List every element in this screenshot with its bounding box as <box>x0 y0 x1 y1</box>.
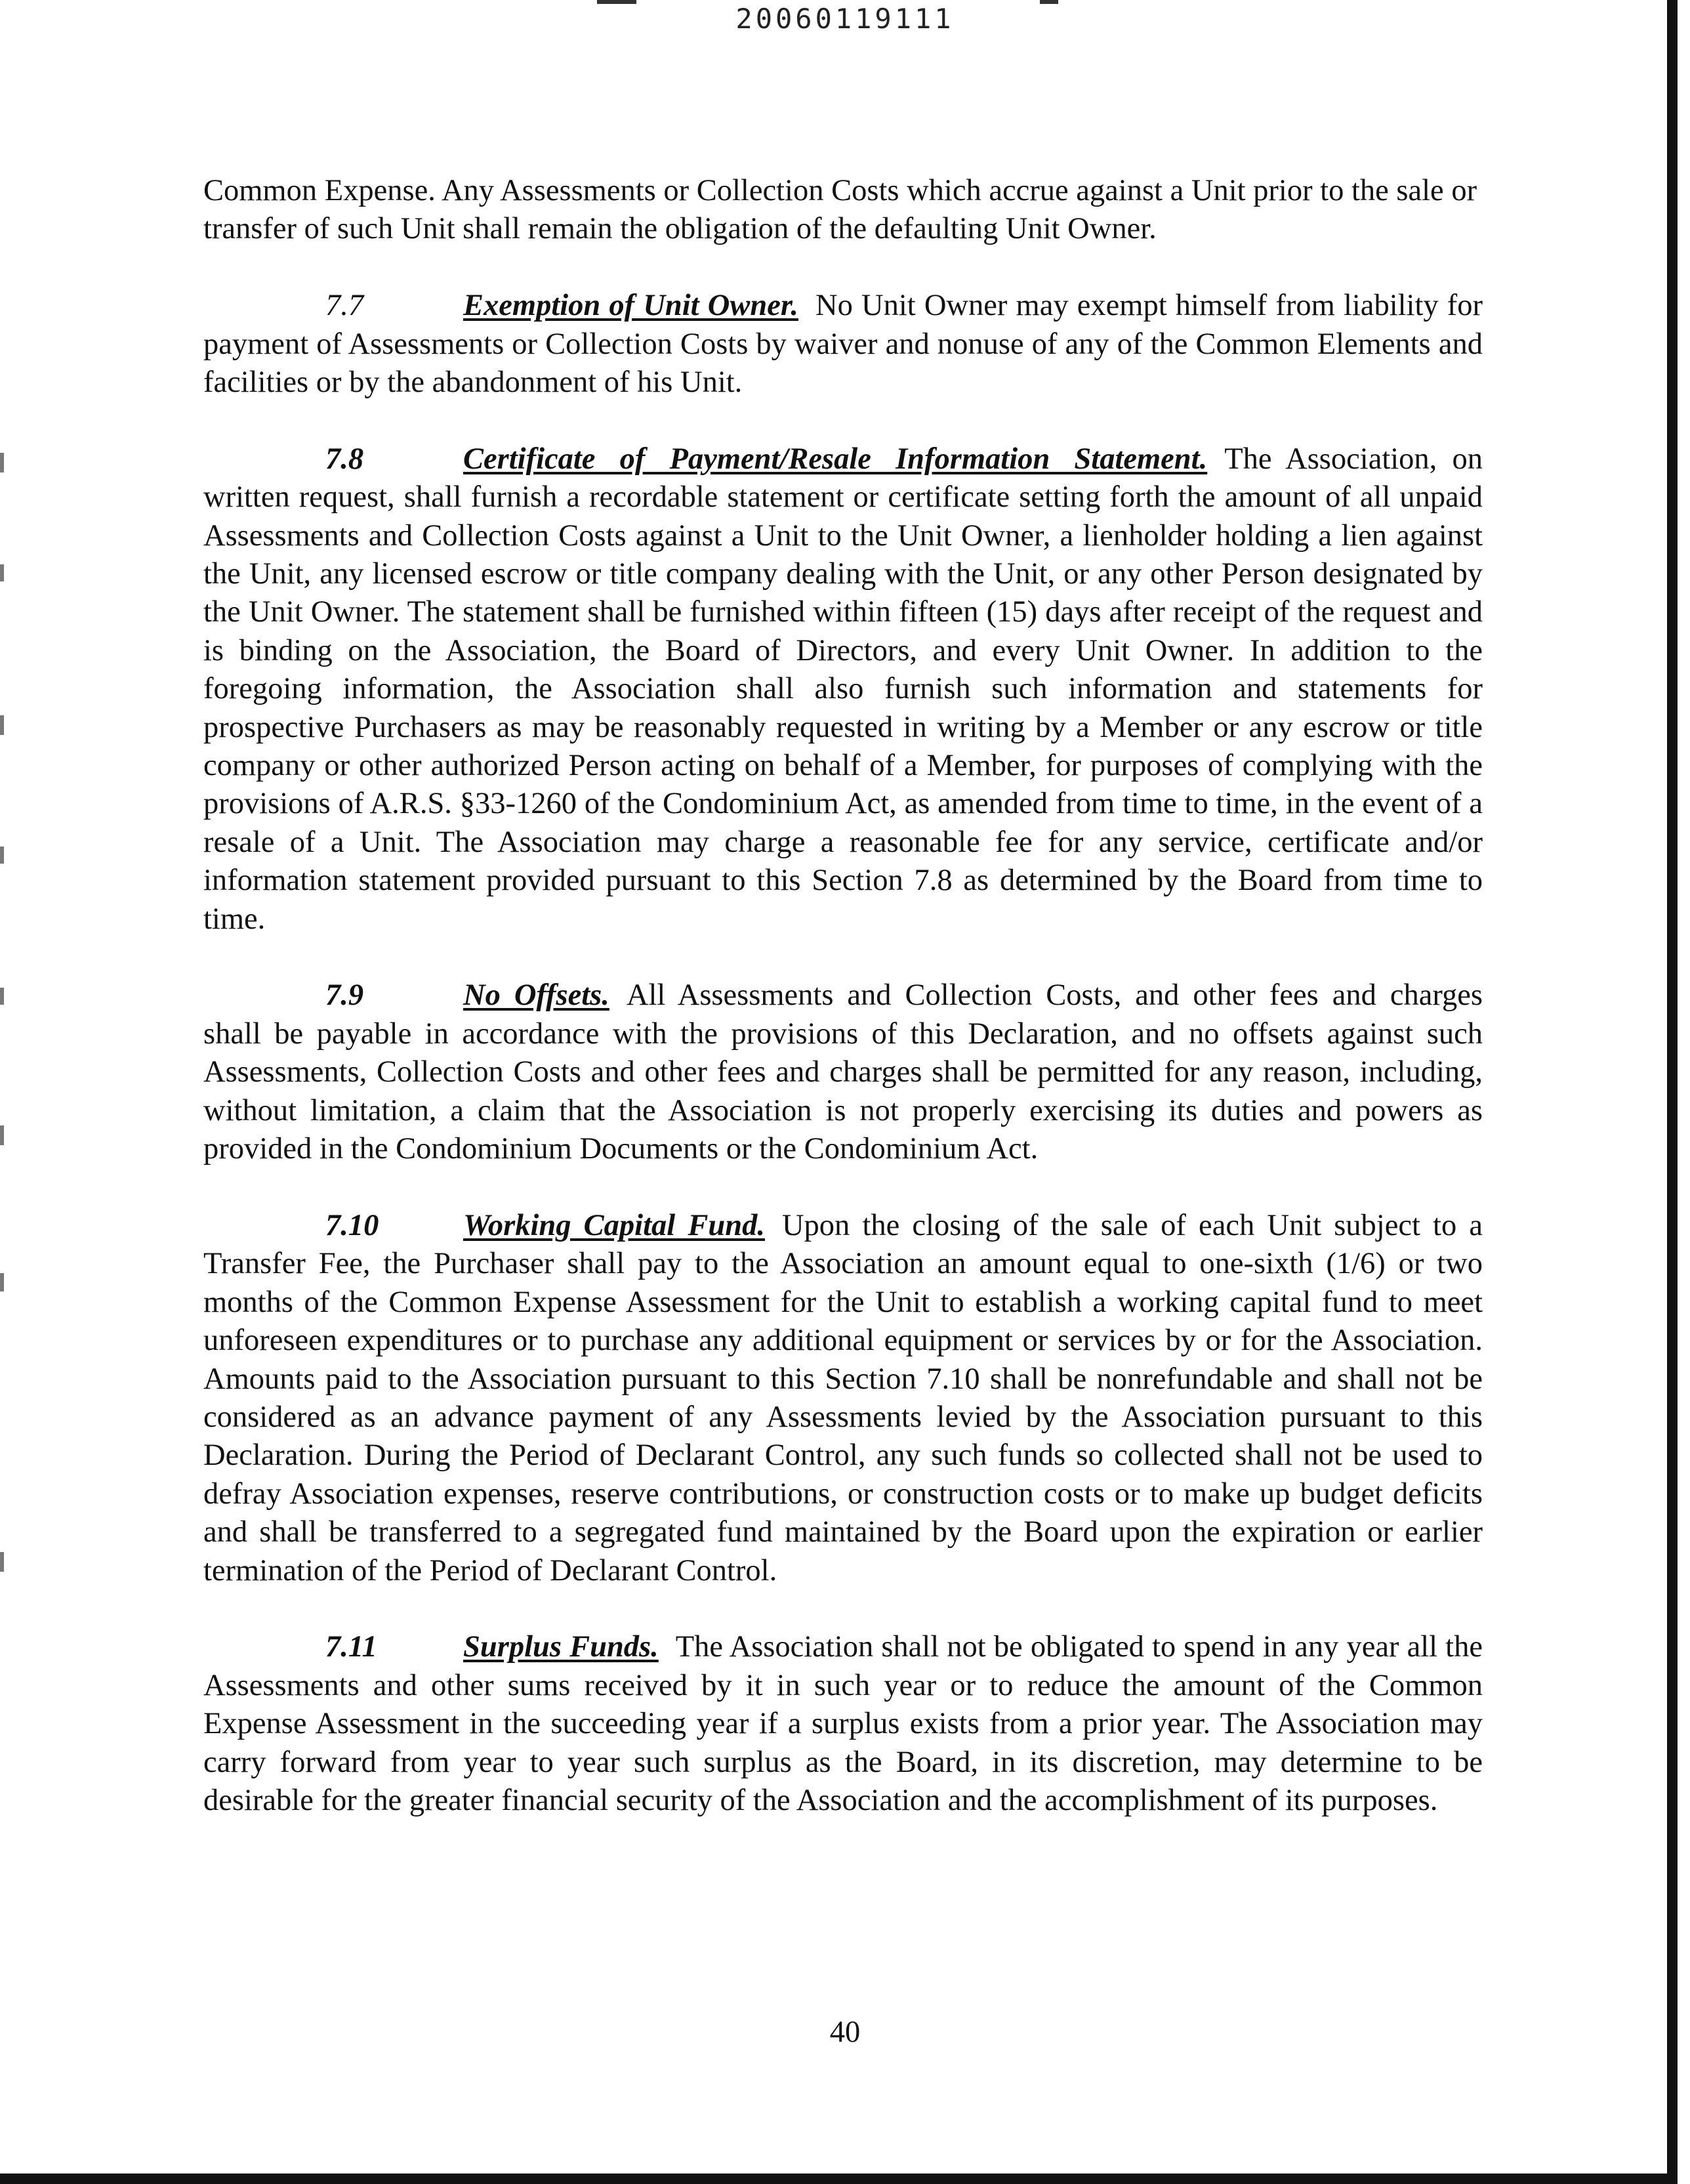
document-number: 20060119111 <box>735 3 955 35</box>
section-text: Upon the closing of the sale of each Unit subject to a Transfer Fee, the Purchaser shall pay to the Association an amount equal to one-sixth (1/6) or two months of the Common Expense Assessment for the Unit to establish a working capital fund to meet unforeseen expenditures or to purchase any additional equipment or services by or for the Association. Amounts paid to the Association pursuant to this Section 7.10 shall be nonrefundable and shall not be considered as an advance payment of any Assessments levied by the Association pursuant to this Declaration. During the Period of Declarant Control, any such funds so collected shall not be used to defray Association expenses, reserve contributions, or construction costs or to make up budget deficits and shall be transferred to a segregated fund maintained by the Board upon the expiration or earlier termination of the Period of Declarant Control. <box>203 1208 1483 1587</box>
scan-mark <box>0 1552 4 1572</box>
document-body <box>203 172 1483 1858</box>
section-7-8 <box>203 440 1483 938</box>
section-number: 7.11 <box>325 1630 377 1664</box>
section-title: No Offsets. <box>463 978 609 1013</box>
page-border-bottom <box>0 2174 1678 2184</box>
section-7-11 <box>203 1628 1483 1820</box>
page-border-right <box>1667 0 1678 2179</box>
section-text: The Association shall not be obligated to spend in any year all the Assessments and other sums received by it in such year or to reduce the amount of the Common Expense Assessment in the succeeding year if a surplus exists from a prior year. The Association may carry forward from year to year such surplus as the Board, in its discretion, may determine to be desirable for the greater financial security of the Association and the accomplishment of its purposes. <box>203 1630 1483 1817</box>
scan-mark <box>0 1273 4 1292</box>
section-7-7 <box>203 287 1483 402</box>
page-number: 40 <box>829 2015 861 2049</box>
scan-mark <box>0 988 4 1005</box>
paragraph-continuation <box>203 172 1483 249</box>
section-title: Surplus Funds. <box>463 1630 659 1664</box>
section-number: 7.7 <box>325 289 364 323</box>
paragraph-text: Common Expense. Any Assessments or Collection Costs which accrue against a Unit prior to the sale or transfer of such Unit shall remain the obligation of the defaulting Unit Owner. <box>203 174 1477 246</box>
scan-mark <box>0 453 4 472</box>
section-number: 7.8 <box>325 442 364 476</box>
scan-mark <box>0 847 4 864</box>
section-7-9 <box>203 976 1483 1168</box>
section-text: No Unit Owner may exempt himself from liability for payment of Assessments or Collection Costs by waiver and nonuse of any of the Common Elements and facilities or by the abandonment of his Unit. <box>203 289 1483 400</box>
section-number: 7.10 <box>325 1208 379 1242</box>
section-text: All Assessments and Collection Costs, and other fees and charges shall be payable in accordance with the provisions of this Declaration, and no offsets against such Assessments, Collection Costs and other fees and charges shall be permitted for any reason, including, without limitation, a claim that the Association is not properly exercising its duties and powers as provided in the Condominium Documents or the Condominium Act. <box>203 978 1483 1166</box>
section-7-10 <box>203 1207 1483 1590</box>
scan-mark <box>0 1125 4 1145</box>
scan-mark <box>0 715 4 735</box>
section-title: Working Capital Fund. <box>463 1208 765 1242</box>
section-title: Certificate of Payment/Resale Information Statement. <box>463 442 1208 476</box>
section-number: 7.9 <box>325 978 364 1013</box>
section-text: The Association, on written request, shall furnish a recordable statement or certificate setting forth the amount of all unpaid Assessments and Collection Costs against a Unit to the Unit Owner, a lienholder holding a lien against the Unit, any licensed escrow or title company dealing with the Unit, or any other Person designated by the Unit Owner. The statement shall be furnished within fifteen (15) days after receipt of the request and is binding on the Association, the Board of Directors, and every Unit Owner. In addition to the foregoing information, the Association shall also furnish such information and statements for prospective Purchasers as may be reasonably requested in writing by a Member or any escrow or title company or other authorized Person acting on behalf of a Member, for purposes of complying with the provisions of A.R.S. §33-1260 of the Condominium Act, as amended from time to time, in the event of a resale of a Unit. The Association may charge a reasonable fee for any service, certificate and/or information statement provided pursuant to this Section 7.8 as determined by the Board from time to time. <box>203 442 1483 936</box>
section-title: Exemption of Unit Owner. <box>463 289 799 323</box>
scan-mark <box>0 564 4 581</box>
